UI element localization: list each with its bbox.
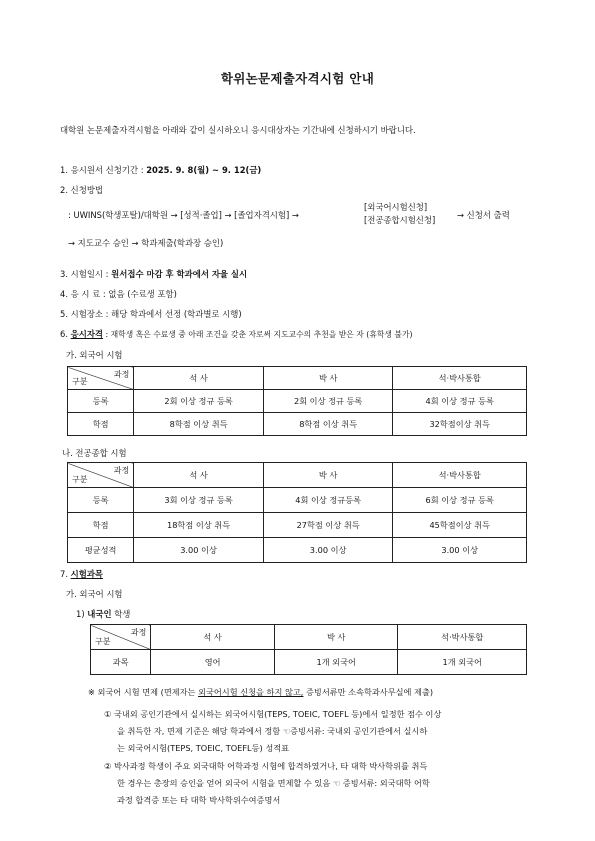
- method-options: [364, 201, 435, 227]
- exam-subjects-label: 시험과목: [70, 569, 104, 579]
- table-cell: 4회 이상 정규 등록: [393, 390, 527, 413]
- section-label: 3. 시험일시 :: [60, 269, 112, 279]
- corner-category-label: 구분: [72, 377, 88, 386]
- item-line: 을 취득한 자, 면제 기준은 해당 학과에서 정함 ☜증빙서류: 국내외 공인기관에서 실시하: [117, 726, 428, 736]
- col-header-integrated: 석·박사통합: [393, 463, 527, 488]
- section-label: 1. 응시원서 신청기간 :: [60, 165, 147, 175]
- corner-category-label: 구분: [72, 475, 88, 484]
- row-label: 학점: [68, 413, 134, 436]
- table-cell: 8학점 이상 취득: [134, 413, 264, 436]
- note-suffix: 증빙서류만 소속학과사무실에 제출): [303, 687, 434, 697]
- section-exam-subjects: [60, 568, 103, 580]
- table-cell: 6회 이상 정규 등록: [393, 488, 527, 513]
- row-label: 평균성적: [68, 538, 134, 563]
- table-exam-subjects: [90, 624, 527, 675]
- note-prefix: ※ 외국어 시험 면제 (면제자는: [88, 687, 199, 697]
- row-label: 등록: [68, 488, 134, 513]
- table-cell: 45학점이상 취득: [393, 513, 527, 538]
- col-header-doctoral: 박 사: [263, 367, 393, 390]
- item-line: ① 국내외 공인기관에서 실시하는 외국어시험(TEPS, TOEIC, TOEFL 등)에서 일정한 점수 이상: [104, 709, 442, 719]
- section-method-label: 2. 신청방법: [60, 185, 104, 195]
- table-cell: 8학점 이상 취득: [263, 413, 393, 436]
- item-line: ② 박사과정 학생이 주요 외국대학 어학과정 시험에 합격하였거나, 타 대학 박사학위를 취득: [104, 761, 428, 771]
- corner-course-label: 과정: [130, 628, 147, 637]
- col-header-doctoral: 박 사: [274, 625, 398, 650]
- table-cell: 3.00 이상: [393, 538, 527, 563]
- exemption-note: [88, 687, 433, 698]
- col-header-masters: 석 사: [151, 625, 275, 650]
- col-header-doctoral: 박 사: [263, 463, 393, 488]
- table-corner: [68, 463, 134, 488]
- item-line: 는 외국어시험(TEPS, TOEIC, TOEFL등) 성적표: [117, 743, 290, 753]
- application-period-value: 2025. 9. 8(월) ~ 9. 12(금): [146, 165, 262, 175]
- table-cell: 1개 외국어: [274, 650, 398, 675]
- eligibility-desc: : 재학생 혹은 수료생 중 아래 조건을 갖춘 자로써 지도교수의 추천을 받은 자 (휴학생 불가): [103, 330, 413, 339]
- table-cell: 3회 이상 정규 등록: [134, 488, 264, 513]
- corner-course-label: 과정: [113, 466, 130, 475]
- table-cell: 4회 이상 정규등록: [263, 488, 393, 513]
- table-b-heading: 나. 전공종합 시험: [62, 448, 127, 458]
- table-row: [68, 390, 527, 413]
- method-path-suffix: → 신청서 출력: [457, 210, 510, 220]
- exemption-item-2: [104, 758, 430, 809]
- table-corner: [68, 367, 134, 390]
- section-location: 5. 시험장소 : 해당 학과에서 선정 (학과별로 시행): [60, 309, 242, 319]
- subsection-domestic-students: [76, 608, 130, 620]
- table-row: [68, 413, 527, 436]
- method-path-prefix: : UWINS(학생포탈)/대학원 → [성적·졸업] → [졸업자격시험] →: [68, 210, 299, 220]
- table-row: [68, 513, 527, 538]
- table-cell: 1개 외국어: [398, 650, 527, 675]
- row-label: 등록: [68, 390, 134, 413]
- intro-text: 대학원 논문제출자격시험을 아래와 같이 실시하오니 응시대상자는 기간내에 신청하시기 바랍니다.: [60, 125, 416, 135]
- item-line: 한 경우는 총장의 승인을 얻어 외국어 시험을 면제할 수 있음 ☜ 증빙서류: 외국대학 어학: [117, 778, 430, 788]
- table-cell: 27학점 이상 취득: [263, 513, 393, 538]
- section-fee: 4. 응 시 료 : 없음 (수료생 포함): [60, 289, 177, 299]
- table-cell: 18학점 이상 취득: [134, 513, 264, 538]
- table-major-exam-requirements: [67, 462, 527, 563]
- col-header-masters: 석 사: [134, 367, 264, 390]
- col-header-masters: 석 사: [134, 463, 264, 488]
- table-row: [91, 650, 527, 675]
- col-header-integrated: 석·박사통합: [393, 367, 527, 390]
- table-corner: [91, 625, 151, 650]
- section-application-period: [60, 164, 261, 176]
- table-cell: 32학점이상 취득: [393, 413, 527, 436]
- section-exam-date: [60, 268, 247, 280]
- page-title: 학위논문제출자격시험 안내: [220, 71, 375, 86]
- subsection-foreign-language: 가. 외국어 시험: [66, 589, 123, 599]
- table-foreign-language-requirements: [67, 366, 527, 436]
- method-path-line2: → 지도교수 승인 → 학과제출(학과장 승인): [68, 238, 224, 248]
- eligibility-label: 응시자격: [70, 329, 104, 339]
- item-number: 1): [76, 609, 88, 619]
- exam-date-value: 원서접수 마감 후 학과에서 자율 실시: [111, 269, 248, 279]
- table-cell: 2회 이상 정규 등록: [263, 390, 393, 413]
- item-line: 과정 합격증 또는 타 대학 박사학위수여증명서: [117, 795, 281, 805]
- corner-category-label: 구분: [95, 637, 111, 646]
- option-major-comprehensive: [전공종합시험신청]: [364, 215, 436, 225]
- corner-course-label: 과정: [113, 370, 130, 379]
- option-foreign-language: [외국어시험신청]: [364, 202, 428, 212]
- row-label: 학점: [68, 513, 134, 538]
- section-number: 7.: [60, 569, 71, 579]
- table-cell: 영어: [151, 650, 275, 675]
- table-a-heading: 가. 외국어 시험: [66, 350, 123, 360]
- section-number: 6.: [60, 329, 71, 339]
- table-cell: 2회 이상 정규 등록: [134, 390, 264, 413]
- section-eligibility: [60, 328, 413, 340]
- domestic-label: 내국인: [87, 609, 112, 619]
- table-row: [68, 538, 527, 563]
- col-header-integrated: 석·박사통합: [398, 625, 527, 650]
- table-cell: 3.00 이상: [263, 538, 393, 563]
- table-row: [68, 488, 527, 513]
- row-label: 과목: [91, 650, 151, 675]
- note-underlined: 외국어시험 신청을 하지 않고,: [198, 687, 304, 697]
- table-cell: 3.00 이상: [134, 538, 264, 563]
- domestic-suffix: 학생: [111, 609, 131, 619]
- exemption-item-1: [104, 706, 441, 757]
